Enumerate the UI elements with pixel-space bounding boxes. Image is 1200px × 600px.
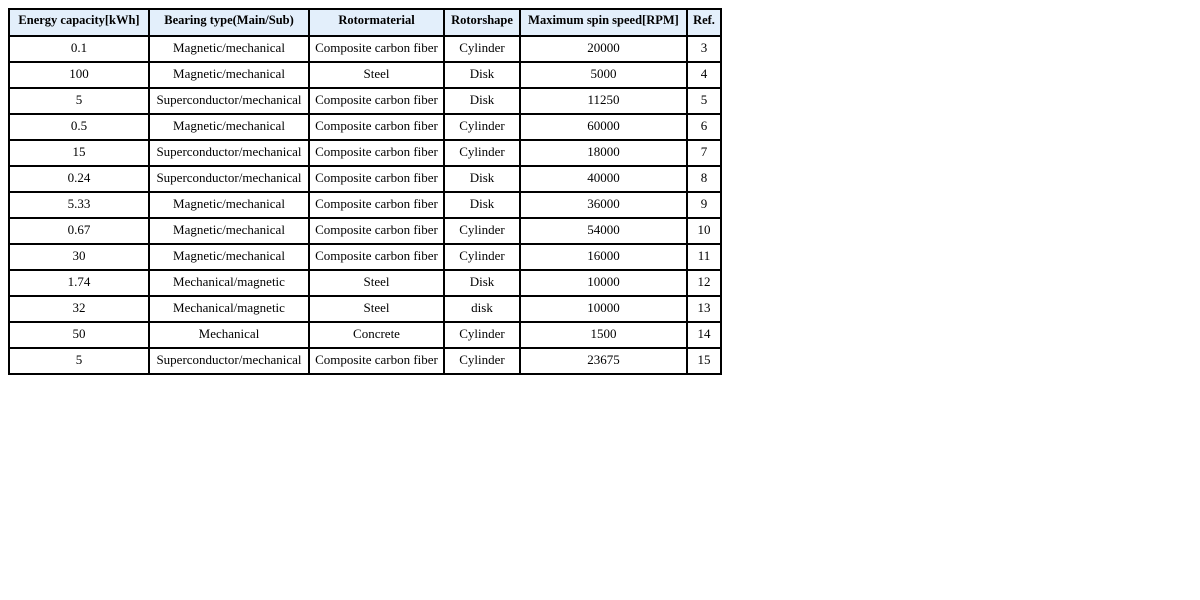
header-ref: Ref. [687, 9, 721, 36]
cell-rotor-shape: Cylinder [444, 140, 520, 166]
cell-bearing-type: Mechanical [149, 322, 309, 348]
cell-rotor-material: Concrete [309, 322, 444, 348]
table-row [9, 296, 721, 322]
cell-energy-capacity: 0.67 [9, 218, 149, 244]
cell-ref: 13 [687, 296, 721, 322]
cell-bearing-type: Magnetic/mechanical [149, 192, 309, 218]
table-row [9, 322, 721, 348]
table-row [9, 192, 721, 218]
cell-max-spin-speed: 40000 [520, 166, 687, 192]
cell-ref: 14 [687, 322, 721, 348]
cell-bearing-type: Magnetic/mechanical [149, 244, 309, 270]
header-max-spin-speed: Maximum spin speed[RPM] [520, 9, 687, 36]
cell-energy-capacity: 50 [9, 322, 149, 348]
cell-bearing-type: Mechanical/magnetic [149, 270, 309, 296]
cell-rotor-shape: Cylinder [444, 244, 520, 270]
header-rotor-shape: Rotorshape [444, 9, 520, 36]
table-row [9, 36, 721, 62]
cell-rotor-shape: Cylinder [444, 36, 520, 62]
cell-ref: 7 [687, 140, 721, 166]
cell-rotor-material: Composite carbon fiber [309, 36, 444, 62]
table-row [9, 166, 721, 192]
cell-rotor-material: Composite carbon fiber [309, 140, 444, 166]
cell-energy-capacity: 0.1 [9, 36, 149, 62]
table-body [9, 36, 721, 374]
cell-energy-capacity: 30 [9, 244, 149, 270]
cell-energy-capacity: 32 [9, 296, 149, 322]
table-row [9, 114, 721, 140]
cell-rotor-material: Composite carbon fiber [309, 348, 444, 374]
cell-rotor-material: Steel [309, 270, 444, 296]
cell-max-spin-speed: 10000 [520, 296, 687, 322]
cell-rotor-shape: Disk [444, 62, 520, 88]
cell-max-spin-speed: 20000 [520, 36, 687, 62]
cell-ref: 8 [687, 166, 721, 192]
cell-rotor-material: Steel [309, 62, 444, 88]
cell-max-spin-speed: 60000 [520, 114, 687, 140]
header-row [9, 9, 721, 36]
cell-energy-capacity: 5.33 [9, 192, 149, 218]
cell-ref: 10 [687, 218, 721, 244]
cell-max-spin-speed: 1500 [520, 322, 687, 348]
cell-energy-capacity: 1.74 [9, 270, 149, 296]
table-row [9, 348, 721, 374]
table-row [9, 62, 721, 88]
cell-max-spin-speed: 23675 [520, 348, 687, 374]
cell-ref: 3 [687, 36, 721, 62]
cell-rotor-material: Composite carbon fiber [309, 192, 444, 218]
table-row [9, 244, 721, 270]
cell-energy-capacity: 0.24 [9, 166, 149, 192]
cell-energy-capacity: 5 [9, 88, 149, 114]
cell-rotor-shape: Cylinder [444, 114, 520, 140]
cell-rotor-shape: Disk [444, 270, 520, 296]
cell-ref: 15 [687, 348, 721, 374]
cell-max-spin-speed: 16000 [520, 244, 687, 270]
header-bearing-type: Bearing type(Main/Sub) [149, 9, 309, 36]
cell-rotor-material: Composite carbon fiber [309, 218, 444, 244]
cell-bearing-type: Superconductor/mechanical [149, 348, 309, 374]
table-row [9, 270, 721, 296]
cell-rotor-material: Steel [309, 296, 444, 322]
cell-rotor-shape: Cylinder [444, 348, 520, 374]
cell-ref: 5 [687, 88, 721, 114]
cell-rotor-material: Composite carbon fiber [309, 88, 444, 114]
cell-energy-capacity: 100 [9, 62, 149, 88]
cell-max-spin-speed: 18000 [520, 140, 687, 166]
cell-rotor-material: Composite carbon fiber [309, 114, 444, 140]
cell-rotor-shape: Cylinder [444, 218, 520, 244]
cell-ref: 12 [687, 270, 721, 296]
cell-max-spin-speed: 36000 [520, 192, 687, 218]
flywheel-table [8, 8, 722, 375]
table-header [9, 9, 721, 36]
cell-energy-capacity: 0.5 [9, 114, 149, 140]
cell-bearing-type: Magnetic/mechanical [149, 62, 309, 88]
cell-bearing-type: Magnetic/mechanical [149, 36, 309, 62]
header-rotor-material: Rotormaterial [309, 9, 444, 36]
cell-bearing-type: Superconductor/mechanical [149, 166, 309, 192]
cell-rotor-shape: Disk [444, 192, 520, 218]
cell-bearing-type: Superconductor/mechanical [149, 140, 309, 166]
cell-max-spin-speed: 11250 [520, 88, 687, 114]
table-row [9, 88, 721, 114]
cell-bearing-type: Mechanical/magnetic [149, 296, 309, 322]
cell-energy-capacity: 15 [9, 140, 149, 166]
cell-max-spin-speed: 5000 [520, 62, 687, 88]
cell-rotor-shape: Disk [444, 88, 520, 114]
table-row [9, 140, 721, 166]
cell-rotor-shape: Cylinder [444, 322, 520, 348]
cell-ref: 4 [687, 62, 721, 88]
header-energy-capacity: Energy capacity[kWh] [9, 9, 149, 36]
cell-bearing-type: Magnetic/mechanical [149, 114, 309, 140]
cell-ref: 9 [687, 192, 721, 218]
cell-max-spin-speed: 10000 [520, 270, 687, 296]
table-row [9, 218, 721, 244]
cell-max-spin-speed: 54000 [520, 218, 687, 244]
cell-bearing-type: Magnetic/mechanical [149, 218, 309, 244]
cell-rotor-shape: Disk [444, 166, 520, 192]
cell-rotor-shape: disk [444, 296, 520, 322]
cell-rotor-material: Composite carbon fiber [309, 244, 444, 270]
cell-ref: 6 [687, 114, 721, 140]
cell-ref: 11 [687, 244, 721, 270]
cell-energy-capacity: 5 [9, 348, 149, 374]
cell-rotor-material: Composite carbon fiber [309, 166, 444, 192]
cell-bearing-type: Superconductor/mechanical [149, 88, 309, 114]
